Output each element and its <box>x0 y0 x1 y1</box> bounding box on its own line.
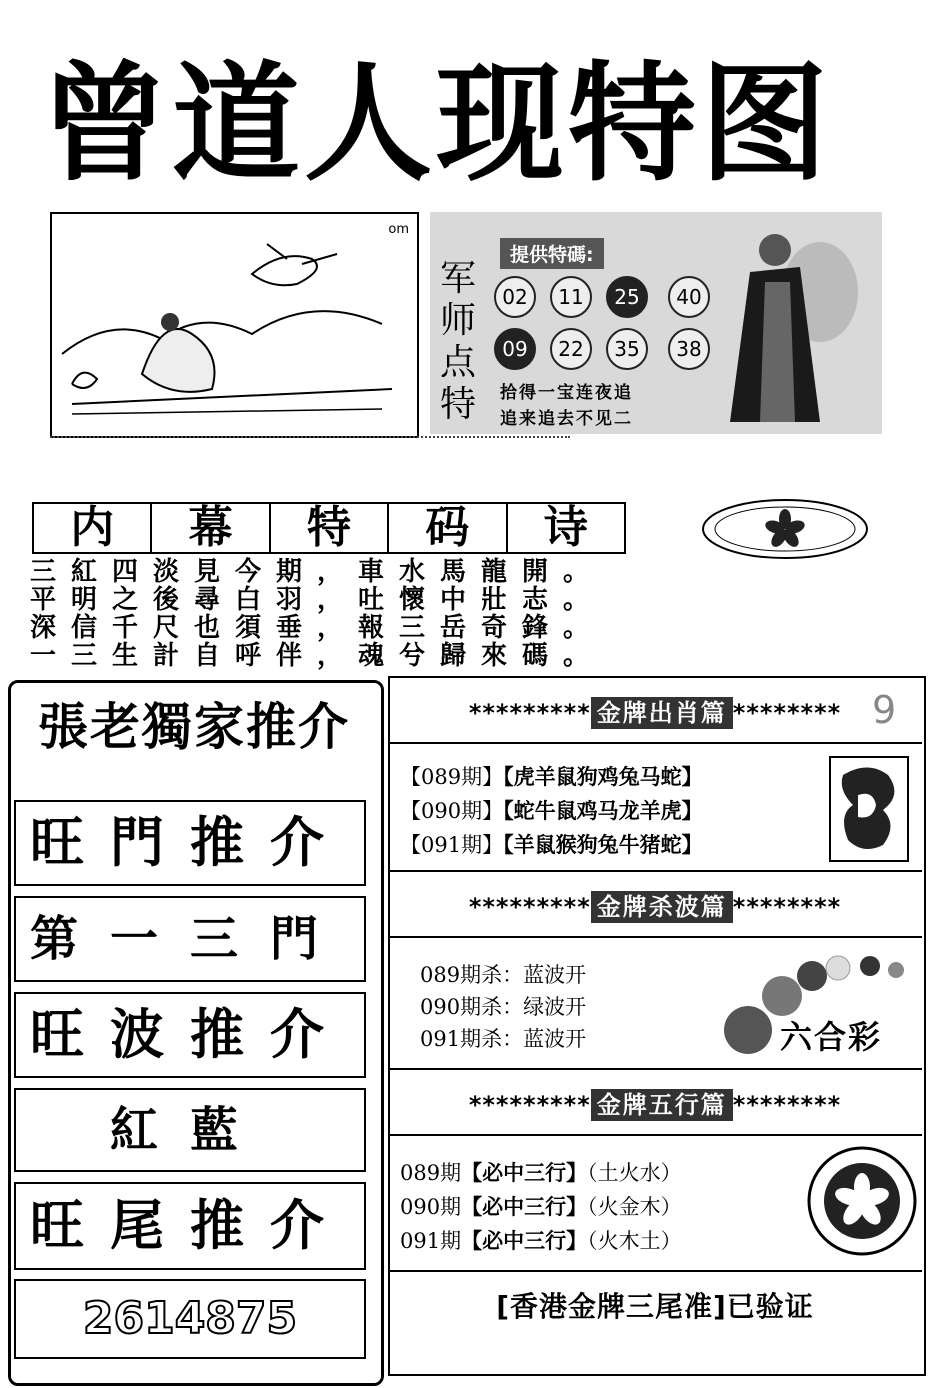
number-ball: 40 <box>668 276 710 318</box>
mark-six-logo-text: 六合彩 <box>780 1018 883 1056</box>
stars-left: ********* <box>468 1091 591 1119</box>
painting-mark: om <box>388 222 409 237</box>
list-item <box>420 1022 586 1056</box>
recommend-box: 旺門推介 <box>14 800 366 886</box>
list-item <box>400 1224 682 1258</box>
corner-mark: 9 <box>872 688 897 732</box>
elements-value: （火木土） <box>587 1229 682 1253</box>
stars-right: ******** <box>732 893 842 921</box>
number-ball: 22 <box>550 328 592 370</box>
recommend-box: 第一三門 <box>14 896 366 982</box>
period-label: 089期 <box>400 1161 462 1185</box>
section-header-shengxiao <box>388 684 922 744</box>
list-item <box>420 990 586 1024</box>
period-label: 【091期】 <box>400 833 504 857</box>
hk-emblem-icon <box>700 498 870 560</box>
side-char: 特 <box>439 384 476 425</box>
section-header-wuxing <box>388 1076 922 1136</box>
recommend-box: 旺波推介 <box>14 992 366 1078</box>
wave-value: 绿波开 <box>523 995 587 1019</box>
tag-label: 【必中三行】 <box>461 1195 588 1219</box>
wave-value: 蓝波开 <box>523 963 587 987</box>
side-char: 师 <box>439 300 476 341</box>
hk-emblem-icon <box>806 1145 918 1257</box>
cropped-text-strip <box>50 436 570 444</box>
period-label: 090期 <box>400 1195 462 1219</box>
stars-left: ********* <box>468 699 591 727</box>
poem-title-char: 幕 <box>152 504 270 552</box>
elements-value: （土火水） <box>587 1161 682 1185</box>
stars-left: ********* <box>468 893 591 921</box>
animals-value: 【蛇牛鼠鸡马龙羊虎】 <box>503 799 703 823</box>
poem-line: 平明之後尋白羽，吐懷中壯志。 <box>30 585 605 615</box>
animals-value: 【虎羊鼠狗鸡兔马蛇】 <box>503 765 703 789</box>
provide-code-header: 提供特碼: <box>500 238 604 269</box>
list-item <box>400 794 703 828</box>
poem-line: 三紅四淡見今期，車水馬龍開。 <box>30 557 605 587</box>
number-ball: 09 <box>494 328 536 370</box>
stars-right: ******** <box>732 1091 842 1119</box>
number-ball: 38 <box>668 328 710 370</box>
poem-title-char: 码 <box>389 504 507 552</box>
recommend-box: 紅藍 <box>14 1088 366 1172</box>
period-label: 091期 <box>400 1229 462 1253</box>
list-item <box>400 1190 682 1224</box>
poem-title-char: 特 <box>271 504 389 552</box>
number-ball: 11 <box>550 276 592 318</box>
tag-label: 【必中三行】 <box>461 1229 588 1253</box>
number-ball: 02 <box>494 276 536 318</box>
number-ball: 35 <box>606 328 648 370</box>
verse-line-1: 拾得一宝连夜追 <box>500 383 633 403</box>
military-advisor-panel <box>430 212 882 434</box>
page-title: 曾道人现特图 <box>40 50 833 199</box>
sage-figure-image <box>720 222 860 427</box>
contact-number: 2614875 <box>14 1279 366 1359</box>
period-label: 091期杀： <box>420 1027 524 1051</box>
ink-painting-image <box>50 212 419 438</box>
number-ball: 25 <box>606 276 648 318</box>
period-label: 090期杀： <box>420 995 524 1019</box>
stars-right: ******** <box>732 699 842 727</box>
verified-footer: [香港金牌三尾准]已验证 <box>496 1290 814 1323</box>
period-label: 【090期】 <box>400 799 504 823</box>
recommend-box: 旺尾推介 <box>14 1182 366 1270</box>
verse-line-2: 追来追去不见二 <box>500 409 633 429</box>
poem-line: 一三生計自呼伴，魂兮歸來碼。 <box>30 641 605 671</box>
list-item <box>420 958 586 992</box>
list-item <box>400 1156 682 1190</box>
section-title: 金牌出肖篇 <box>591 697 733 729</box>
divider <box>388 870 922 872</box>
zhang-heading: 張老獨家推介 <box>38 698 350 756</box>
side-char: 点 <box>439 342 476 383</box>
landscape-drawing <box>52 214 417 436</box>
advisor-side-label <box>438 258 478 426</box>
side-char: 军 <box>439 258 476 299</box>
section-title: 金牌杀波篇 <box>591 891 733 923</box>
period-label: 089期杀： <box>420 963 524 987</box>
tag-label: 【必中三行】 <box>461 1161 588 1185</box>
poem-title-char: 内 <box>34 504 152 552</box>
list-item <box>400 760 703 794</box>
poem-title-char: 诗 <box>543 502 588 553</box>
wave-value: 蓝波开 <box>523 1027 587 1051</box>
elements-value: （火金木） <box>587 1195 682 1219</box>
poem-line: 深信千尺也須垂，報三岳奇鋒。 <box>30 613 605 643</box>
period-label: 【089期】 <box>400 765 504 789</box>
section-header-shabo <box>388 878 922 938</box>
zodiac-dragon-icon <box>828 755 910 863</box>
animals-value: 【羊鼠猴狗兔牛猪蛇】 <box>503 833 703 857</box>
poem-title-box <box>32 502 626 554</box>
list-item <box>400 828 703 862</box>
section-title: 金牌五行篇 <box>591 1089 733 1121</box>
divider <box>388 1068 922 1070</box>
